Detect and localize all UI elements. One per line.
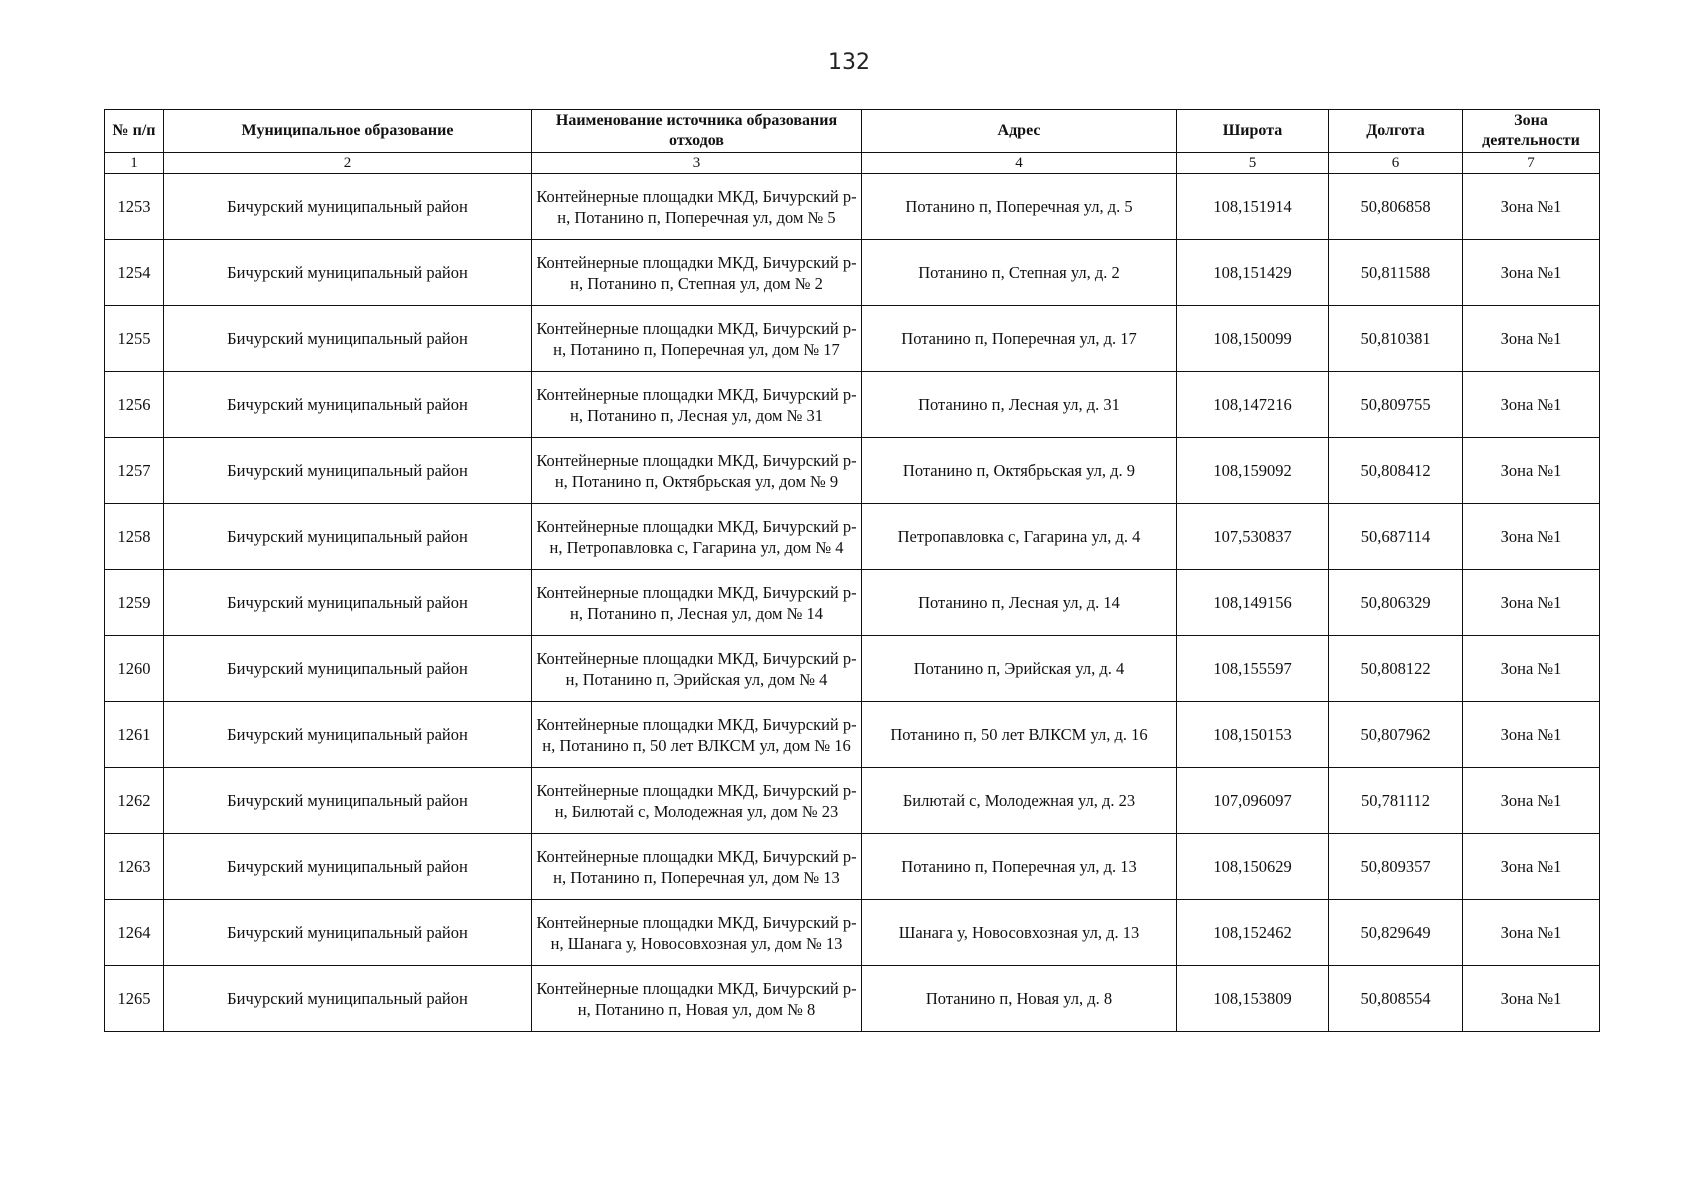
zone-cell: Зона №1 xyxy=(1463,174,1600,240)
source-name-cell: Контейнерные площадки МКД, Бичурский р-н, Потанино п, Степная ул, дом № 2 xyxy=(532,240,862,306)
zone-cell: Зона №1 xyxy=(1463,504,1600,570)
header-cell: № п/п xyxy=(105,110,164,153)
address-cell: Петропавловка с, Гагарина ул, д. 4 xyxy=(862,504,1177,570)
source-name-cell: Контейнерные площадки МКД, Бичурский р-н, Потанино п, Поперечная ул, дом № 5 xyxy=(532,174,862,240)
column-number-cell: 7 xyxy=(1463,153,1600,174)
address-cell: Потанино п, Степная ул, д. 2 xyxy=(862,240,1177,306)
table-row xyxy=(105,834,1600,900)
table-row xyxy=(105,768,1600,834)
column-number-cell: 5 xyxy=(1177,153,1329,174)
address-cell: Потанино п, Новая ул, д. 8 xyxy=(862,966,1177,1032)
header-cell: Долгота xyxy=(1329,110,1463,153)
municipality-cell: Бичурский муниципальный район xyxy=(164,504,532,570)
zone-cell: Зона №1 xyxy=(1463,702,1600,768)
longitude-cell: 50,781112 xyxy=(1329,768,1463,834)
table-row xyxy=(105,636,1600,702)
column-number-cell: 1 xyxy=(105,153,164,174)
row-number-cell: 1265 xyxy=(105,966,164,1032)
source-name-cell: Контейнерные площадки МКД, Бичурский р-н, Билютай с, Молодежная ул, дом № 23 xyxy=(532,768,862,834)
longitude-cell: 50,687114 xyxy=(1329,504,1463,570)
source-name-cell: Контейнерные площадки МКД, Бичурский р-н, Потанино п, Лесная ул, дом № 14 xyxy=(532,570,862,636)
longitude-cell: 50,809357 xyxy=(1329,834,1463,900)
row-number-cell: 1261 xyxy=(105,702,164,768)
row-number-cell: 1263 xyxy=(105,834,164,900)
municipality-cell: Бичурский муниципальный район xyxy=(164,768,532,834)
longitude-cell: 50,806858 xyxy=(1329,174,1463,240)
zone-cell: Зона №1 xyxy=(1463,834,1600,900)
municipality-cell: Бичурский муниципальный район xyxy=(164,174,532,240)
latitude-cell: 107,530837 xyxy=(1177,504,1329,570)
column-number-cell: 3 xyxy=(532,153,862,174)
header-cell: Муниципальное образование xyxy=(164,110,532,153)
address-cell: Потанино п, Эрийская ул, д. 4 xyxy=(862,636,1177,702)
address-cell: Билютай с, Молодежная ул, д. 23 xyxy=(862,768,1177,834)
table-row xyxy=(105,372,1600,438)
row-number-cell: 1259 xyxy=(105,570,164,636)
source-name-cell: Контейнерные площадки МКД, Бичурский р-н, Шанага у, Новосовхозная ул, дом № 13 xyxy=(532,900,862,966)
municipality-cell: Бичурский муниципальный район xyxy=(164,966,532,1032)
longitude-cell: 50,808554 xyxy=(1329,966,1463,1032)
table-row xyxy=(105,240,1600,306)
source-name-cell: Контейнерные площадки МКД, Бичурский р-н, Потанино п, Поперечная ул, дом № 17 xyxy=(532,306,862,372)
zone-cell: Зона №1 xyxy=(1463,306,1600,372)
header-cell: Наименование источника образования отходов xyxy=(532,110,862,153)
longitude-cell: 50,811588 xyxy=(1329,240,1463,306)
table-row xyxy=(105,570,1600,636)
longitude-cell: 50,810381 xyxy=(1329,306,1463,372)
municipality-cell: Бичурский муниципальный район xyxy=(164,438,532,504)
latitude-cell: 107,096097 xyxy=(1177,768,1329,834)
latitude-cell: 108,159092 xyxy=(1177,438,1329,504)
zone-cell: Зона №1 xyxy=(1463,372,1600,438)
column-number-cell: 6 xyxy=(1329,153,1463,174)
latitude-cell: 108,151429 xyxy=(1177,240,1329,306)
table-row xyxy=(105,900,1600,966)
header-cell: Адрес xyxy=(862,110,1177,153)
address-cell: Потанино п, Поперечная ул, д. 13 xyxy=(862,834,1177,900)
latitude-cell: 108,152462 xyxy=(1177,900,1329,966)
table-body xyxy=(105,174,1600,1032)
address-cell: Потанино п, Лесная ул, д. 31 xyxy=(862,372,1177,438)
address-cell: Потанино п, Октябрьская ул, д. 9 xyxy=(862,438,1177,504)
source-name-cell: Контейнерные площадки МКД, Бичурский р-н, Потанино п, Поперечная ул, дом № 13 xyxy=(532,834,862,900)
municipality-cell: Бичурский муниципальный район xyxy=(164,306,532,372)
table-row xyxy=(105,306,1600,372)
address-cell: Потанино п, Поперечная ул, д. 5 xyxy=(862,174,1177,240)
column-number-cell: 2 xyxy=(164,153,532,174)
longitude-cell: 50,807962 xyxy=(1329,702,1463,768)
longitude-cell: 50,808122 xyxy=(1329,636,1463,702)
table-row xyxy=(105,504,1600,570)
source-name-cell: Контейнерные площадки МКД, Бичурский р-н, Потанино п, Эрийская ул, дом № 4 xyxy=(532,636,862,702)
row-number-cell: 1257 xyxy=(105,438,164,504)
longitude-cell: 50,806329 xyxy=(1329,570,1463,636)
zone-cell: Зона №1 xyxy=(1463,570,1600,636)
municipality-cell: Бичурский муниципальный район xyxy=(164,570,532,636)
table-header-row xyxy=(105,110,1600,153)
waste-sources-table xyxy=(104,109,1600,1032)
municipality-cell: Бичурский муниципальный район xyxy=(164,702,532,768)
table-row xyxy=(105,702,1600,768)
header-cell: Зона деятельности xyxy=(1463,110,1600,153)
latitude-cell: 108,150629 xyxy=(1177,834,1329,900)
latitude-cell: 108,147216 xyxy=(1177,372,1329,438)
source-name-cell: Контейнерные площадки МКД, Бичурский р-н, Петропавловка с, Гагарина ул, дом № 4 xyxy=(532,504,862,570)
municipality-cell: Бичурский муниципальный район xyxy=(164,636,532,702)
address-cell: Потанино п, Лесная ул, д. 14 xyxy=(862,570,1177,636)
row-number-cell: 1260 xyxy=(105,636,164,702)
row-number-cell: 1256 xyxy=(105,372,164,438)
zone-cell: Зона №1 xyxy=(1463,966,1600,1032)
zone-cell: Зона №1 xyxy=(1463,240,1600,306)
latitude-cell: 108,149156 xyxy=(1177,570,1329,636)
longitude-cell: 50,808412 xyxy=(1329,438,1463,504)
source-name-cell: Контейнерные площадки МКД, Бичурский р-н, Потанино п, Лесная ул, дом № 31 xyxy=(532,372,862,438)
source-name-cell: Контейнерные площадки МКД, Бичурский р-н, Потанино п, 50 лет ВЛКСМ ул, дом № 16 xyxy=(532,702,862,768)
address-cell: Шанага у, Новосовхозная ул, д. 13 xyxy=(862,900,1177,966)
address-cell: Потанино п, Поперечная ул, д. 17 xyxy=(862,306,1177,372)
column-number-cell: 4 xyxy=(862,153,1177,174)
row-number-cell: 1255 xyxy=(105,306,164,372)
zone-cell: Зона №1 xyxy=(1463,636,1600,702)
source-name-cell: Контейнерные площадки МКД, Бичурский р-н, Потанино п, Новая ул, дом № 8 xyxy=(532,966,862,1032)
row-number-cell: 1254 xyxy=(105,240,164,306)
row-number-cell: 1253 xyxy=(105,174,164,240)
latitude-cell: 108,150153 xyxy=(1177,702,1329,768)
table-row xyxy=(105,966,1600,1032)
table-row xyxy=(105,174,1600,240)
municipality-cell: Бичурский муниципальный район xyxy=(164,372,532,438)
row-number-cell: 1262 xyxy=(105,768,164,834)
page-number: 132 xyxy=(828,50,870,75)
latitude-cell: 108,153809 xyxy=(1177,966,1329,1032)
zone-cell: Зона №1 xyxy=(1463,438,1600,504)
row-number-cell: 1258 xyxy=(105,504,164,570)
column-number-row xyxy=(105,153,1600,174)
municipality-cell: Бичурский муниципальный район xyxy=(164,834,532,900)
latitude-cell: 108,150099 xyxy=(1177,306,1329,372)
longitude-cell: 50,829649 xyxy=(1329,900,1463,966)
zone-cell: Зона №1 xyxy=(1463,768,1600,834)
municipality-cell: Бичурский муниципальный район xyxy=(164,900,532,966)
address-cell: Потанино п, 50 лет ВЛКСМ ул, д. 16 xyxy=(862,702,1177,768)
latitude-cell: 108,155597 xyxy=(1177,636,1329,702)
municipality-cell: Бичурский муниципальный район xyxy=(164,240,532,306)
zone-cell: Зона №1 xyxy=(1463,900,1600,966)
header-cell: Широта xyxy=(1177,110,1329,153)
row-number-cell: 1264 xyxy=(105,900,164,966)
source-name-cell: Контейнерные площадки МКД, Бичурский р-н, Потанино п, Октябрьская ул, дом № 9 xyxy=(532,438,862,504)
table-row xyxy=(105,438,1600,504)
longitude-cell: 50,809755 xyxy=(1329,372,1463,438)
latitude-cell: 108,151914 xyxy=(1177,174,1329,240)
